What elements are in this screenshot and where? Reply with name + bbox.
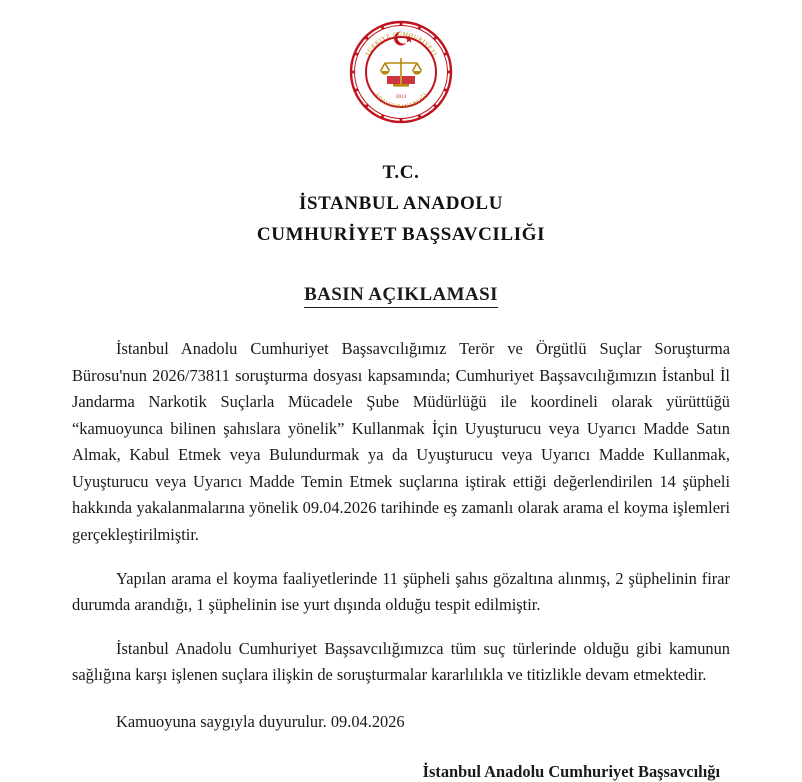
paragraph-2: Yapılan arama el koyma faaliyetlerinde 11 şüpheli şahıs gözaltına alınmış, 2 şüphelinin firar durumda arandığı, 1 şüphelinin ise yurt dışında olduğu tespit edilmiştir. (72, 568, 730, 615)
page-title (0, 284, 802, 308)
document-body (72, 336, 730, 689)
heading-line-office: CUMHURİYET BAŞSAVCILIĞI (256, 224, 546, 245)
institution-heading (0, 162, 802, 246)
page-title-text: BASIN AÇIKLAMASI (304, 284, 498, 308)
emblem-container (0, 0, 802, 126)
svg-text:2013: 2013 (396, 95, 406, 100)
turkish-republic-justice-emblem-icon (338, 18, 464, 126)
heading-line-tc: T.C. (382, 162, 420, 183)
svg-text:ADALET BAKANLIĞI: ADALET BAKANLIĞI (373, 92, 429, 111)
closing-statement: Kamuoyuna saygıyla duyurulur. 09.04.2026 (116, 711, 405, 731)
heading-line-region: İSTANBUL ANADOLU (298, 193, 504, 214)
paragraph-1: İstanbul Anadolu Cumhuriyet Başsavcılığımız Terör ve Örgütlü Suçlar Soruşturma Bürosu'nun 2026/73811 soruşturma dosyası kapsamında; Cumhuriyet Başsavcılığımızın İstanbul İl Jandarma Narkotik Suçlarla Mücadele Şube Müdürlüğü ile koordineli olarak yürüttüğü “kamuoyunca bilinen şahıslara yönelik” Kullanmak İçin Uyuşturucu veya Uyarıcı Madde Satın Almak, Kabul Etmek veya Bulundurmak ya da Uyuşturucu veya Uyarıcı Madde Kullanmak, Uyuşturucu veya Uyarıcı Madde Temin Etmek suçlarına iştirak ettiği değerlendirilen 14 şüpheli hakkında yakalanmalarına yönelik 09.04.2026 tarihinde eş zamanlı olarak arama el koyma işlemleri gerçekleştirilmiştir. (72, 339, 730, 545)
signature-line: İstanbul Anadolu Cumhuriyet Başsavcılığı (422, 761, 720, 781)
svg-text:TÜRKİYE CUMHURİYETİ: TÜRKİYE CUMHURİYETİ (364, 31, 438, 58)
paragraph-3: İstanbul Anadolu Cumhuriyet Başsavcılığımızca tüm suç türlerinde olduğu gibi kamunun sağlığına karşı işlenen suçlara ilişkin de soruşturmalar kararlılıkla ve titizlikle devam etmektedir. (72, 638, 730, 685)
